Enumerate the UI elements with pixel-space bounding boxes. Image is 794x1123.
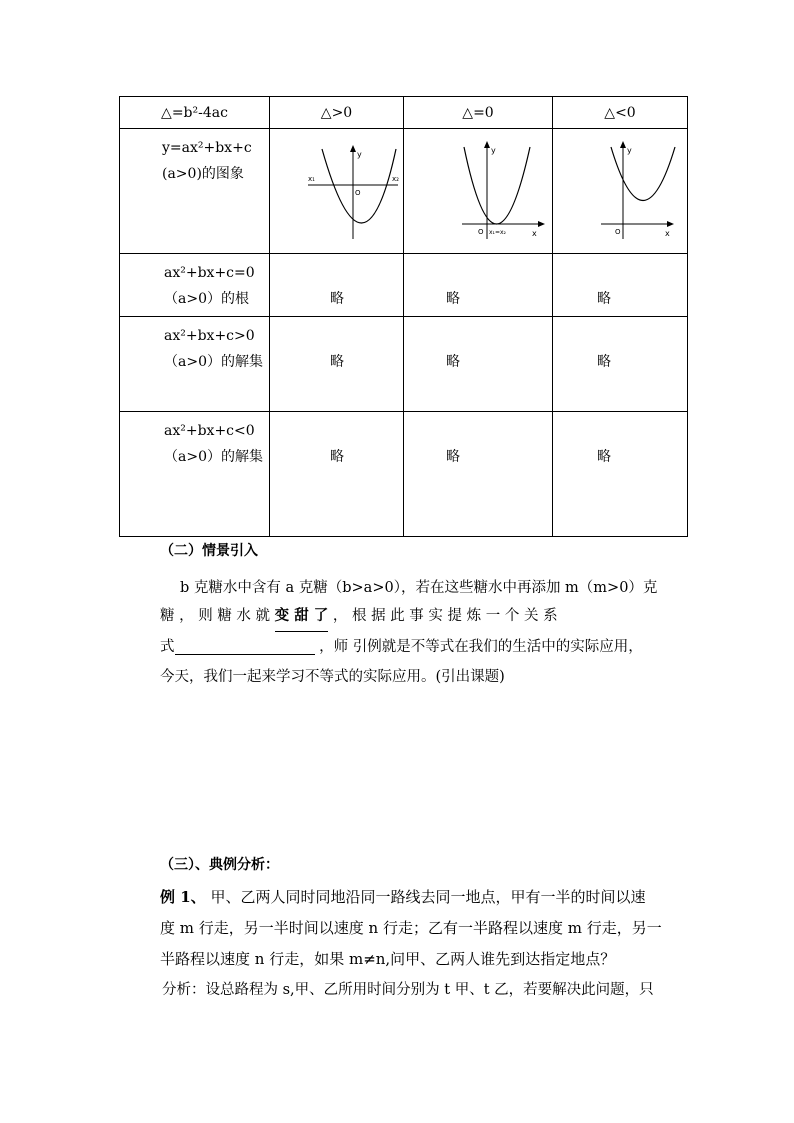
quadratic-table	[119, 96, 688, 537]
lt-label-line1: ax²+bx+c<0	[164, 423, 255, 439]
g3-origin-label: O	[615, 228, 621, 236]
g1-x1-label: x₁	[308, 175, 315, 183]
lt-cell-zero	[404, 412, 553, 537]
analysis-line: 分析：设总路程为 s,甲、乙所用时间分别为 t 甲、t 乙，若要解决此问题，只	[162, 982, 654, 998]
header-positive: △>0	[270, 97, 404, 129]
roots-cell-positive	[270, 254, 404, 317]
graph-cell-negative	[553, 129, 688, 254]
cell-text: 略	[330, 354, 344, 370]
section2-line1: b 克糖水中含有 a 克糖（b>a>0），若在这些糖水中再添加 m（m>0）克	[180, 580, 658, 596]
g1-x2-label: x₂	[392, 175, 399, 183]
section2-line2	[160, 601, 680, 632]
graph-cell-positive	[270, 129, 404, 254]
g3-y-label: y	[627, 146, 632, 155]
g1-y-label: y	[357, 150, 362, 159]
line2-part-c: ， 根 据 此 事 实 提 炼 一 个 关 系	[332, 608, 558, 624]
cell-text: 略	[446, 354, 460, 370]
section3-title: （三）、典例分析：	[160, 857, 279, 873]
gt-row-label	[120, 317, 270, 412]
g2-x-label: x	[532, 229, 537, 238]
example1-text: 甲、乙两人同时同地沿同一路线去同一地点，甲有一半的时间以速	[210, 888, 646, 906]
graph-row-label	[120, 129, 270, 254]
g2-origin-label: O	[478, 228, 484, 236]
cell-text: 略	[330, 291, 344, 307]
cell-text: 略	[597, 291, 611, 307]
lt-cell-positive	[270, 412, 404, 537]
section2-line3	[160, 632, 680, 662]
gt-cell-zero	[404, 317, 553, 412]
g3-x-label: x	[665, 229, 670, 238]
cell-text: 略	[446, 449, 460, 465]
header-delta: △=b²-4ac	[120, 97, 270, 129]
header-negative: △<0	[553, 97, 688, 129]
g2-root-label: x₁=x₂	[489, 229, 506, 236]
example1-label: 例 1、	[160, 888, 206, 906]
blank-underline	[175, 636, 315, 655]
line2-part-a: 糖 ， 则 糖 水 就	[160, 608, 271, 624]
cell-text: 略	[330, 449, 344, 465]
lt-row-label	[120, 412, 270, 537]
section2-line4: 今天，我们一起来学习不等式的实际应用。(引出课题)	[160, 669, 505, 685]
graph-label-line2: (a>0)的图象	[162, 166, 244, 182]
graph-cell-zero	[404, 129, 553, 254]
roots-cell-zero	[404, 254, 553, 317]
g2-y-label: y	[491, 146, 496, 155]
line3-part-b: ，师 引例就是不等式在我们的生活中的实际应用，	[319, 639, 643, 655]
parabola-one-root-graph	[404, 129, 552, 249]
lt-cell-negative	[553, 412, 688, 537]
parabola-two-roots-graph	[270, 129, 403, 249]
roots-label-line1: ax²+bx+c=0	[164, 265, 255, 281]
g1-origin-label: O	[355, 189, 361, 197]
gt-label-line1: ax²+bx+c>0	[164, 328, 255, 344]
section2-title: （二）情景引入	[160, 543, 258, 559]
cell-text: 略	[597, 354, 611, 370]
example1-line1	[160, 882, 680, 912]
cell-text: 略	[597, 449, 611, 465]
example1-line2: 度 m 行走，另一半时间以速度 n 行走；乙有一半路程以速度 m 行走，另一	[160, 919, 662, 937]
parabola-no-root-graph	[553, 129, 687, 249]
roots-row-label	[120, 254, 270, 317]
roots-cell-negative	[553, 254, 688, 317]
example1-line3: 半路程以速度 n 行走，如果 m≠n,问甲、乙两人谁先到达指定地点？	[160, 950, 616, 968]
roots-label-line2: （a>0）的根	[164, 291, 249, 307]
cell-text: 略	[446, 291, 460, 307]
gt-cell-positive	[270, 317, 404, 412]
line3-part-a: 式	[160, 639, 175, 655]
lt-label-line2: （a>0）的解集	[164, 449, 263, 465]
graph-label-line1: y=ax²+bx+c	[162, 140, 252, 156]
gt-label-line2: （a>0）的解集	[164, 354, 263, 370]
sweeter-underlined: 变 甜 了	[275, 601, 329, 632]
header-zero: △=0	[404, 97, 553, 129]
gt-cell-negative	[553, 317, 688, 412]
